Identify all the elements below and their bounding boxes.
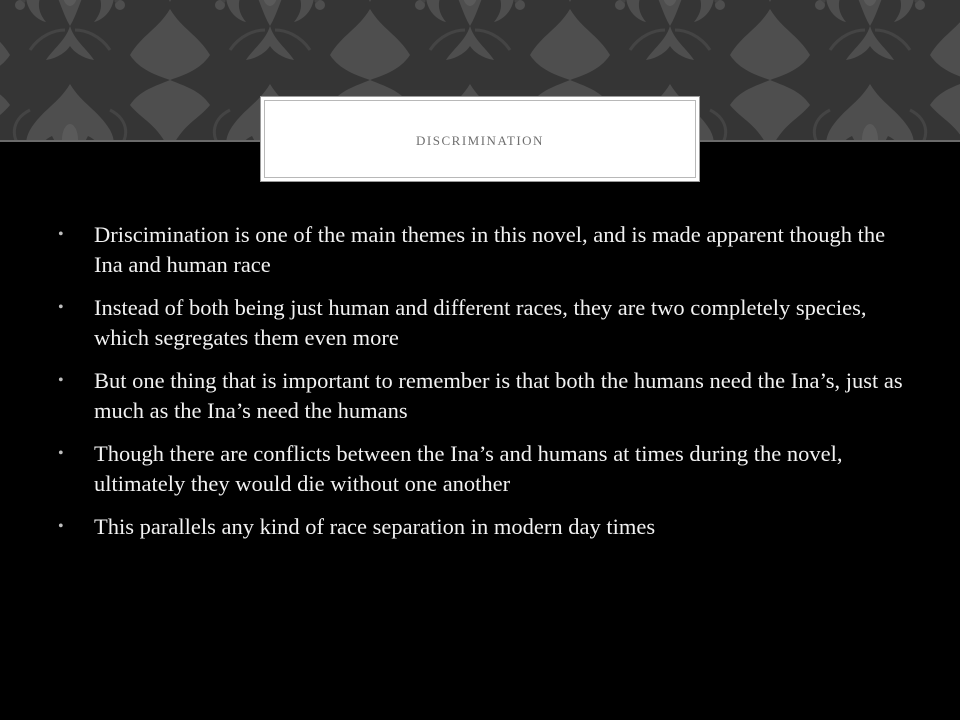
title-box-inner-frame xyxy=(264,100,696,178)
bullet-item xyxy=(58,293,908,353)
bullet-item xyxy=(58,512,908,542)
bullet-text: Instead of both being just human and different races, they are two completely species, which segregates them even more xyxy=(94,295,867,350)
title-box xyxy=(260,96,700,182)
bullet-text: Though there are conflicts between the Ina’s and humans at times during the novel, ultimately they would die without one another xyxy=(94,441,843,496)
bullet-text: Driscimination is one of the main themes in this novel, and is made apparent though the Ina and human race xyxy=(94,222,886,277)
bullet-icon: • xyxy=(58,445,64,462)
bullet-item xyxy=(58,366,908,426)
bullet-item xyxy=(58,220,908,280)
bullet-item xyxy=(58,439,908,499)
bullet-text: But one thing that is important to remember is that both the humans need the Ina’s, just as much as the Ina’s need the humans xyxy=(94,368,903,423)
bullet-icon: • xyxy=(58,226,64,243)
bullet-icon: • xyxy=(58,372,64,389)
bullet-icon: • xyxy=(58,299,64,316)
bullet-list xyxy=(58,220,908,555)
bullet-icon: • xyxy=(58,518,64,535)
bullet-text: This parallels any kind of race separation in modern day times xyxy=(94,514,656,539)
slide-title: discrimination xyxy=(416,128,544,149)
